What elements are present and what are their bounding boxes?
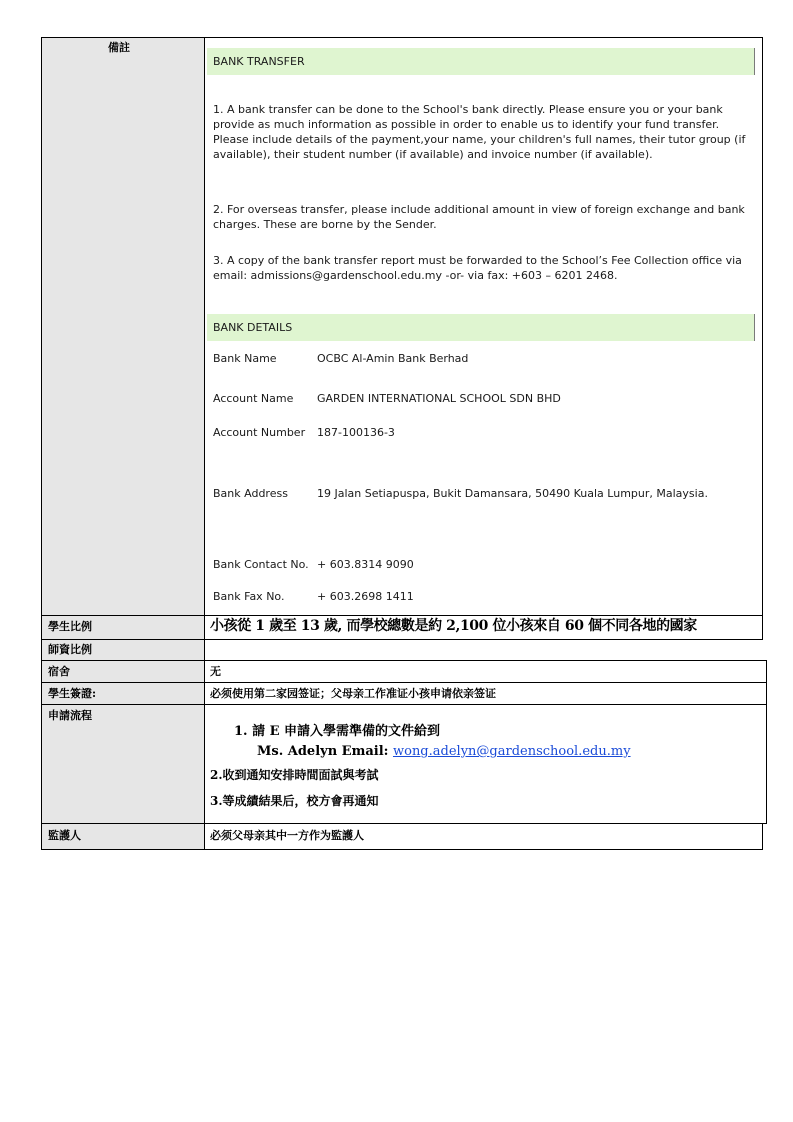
contact-prefix: Ms. Adelyn Email:	[257, 744, 389, 759]
remarks-label-cell	[41, 37, 204, 615]
bank-fax-key: Bank Fax No.	[213, 590, 285, 603]
dormitory-label: 宿舍	[48, 665, 70, 678]
student-visa-label: 學生簽證:	[48, 687, 97, 700]
table-border-right-upper	[762, 37, 763, 639]
bank-contact-key: Bank Contact No.	[213, 558, 309, 571]
row-divider	[41, 660, 767, 661]
dormitory-value: 无	[210, 665, 221, 678]
student-ratio-value: 小孩從 1 歲至 13 歲, 而學校總數是約 2,100 位小孩來自 60 個不同各地的國家	[210, 618, 697, 634]
row-divider	[41, 639, 763, 640]
bank-transfer-heading: BANK TRANSFER	[213, 55, 305, 68]
table-border-top	[41, 37, 763, 38]
application-step-2: 2.收到通知安排時間面試與考試	[210, 768, 379, 782]
bank-details-heading: BANK DETAILS	[213, 321, 293, 334]
bank-contact-value: + 603.8314 9090	[317, 558, 414, 571]
bank-name-key: Bank Name	[213, 352, 277, 365]
bank-transfer-header	[207, 48, 755, 75]
student-ratio-label: 學生比例	[48, 620, 92, 633]
account-number-value: 187-100136-3	[317, 426, 395, 439]
account-name-value: GARDEN INTERNATIONAL SCHOOL SDN BHD	[317, 392, 561, 405]
row-divider	[41, 704, 767, 705]
table-border-bottom	[41, 849, 763, 850]
bank-details-header	[207, 314, 755, 341]
bank-transfer-paragraph-1: 1. A bank transfer can be done to the School's bank directly. Please ensure you or your bank provide as much information as possible in order to enable us to identify your fund transfer. Please include details of the payment,your name, your children's full names, their tutor group (if available), their student number (if available) and invoice number (if available).	[213, 103, 746, 161]
bank-address-key: Bank Address	[213, 487, 288, 500]
bank-transfer-paragraph-2: 2. For overseas transfer, please include additional amount in view of foreign exchange and bank charges. These are borne by the Sender.	[213, 203, 745, 231]
student-visa-value: 必须使用第二家园签证；父母亲工作准证小孩申请依亲签证	[210, 687, 496, 700]
row-divider	[41, 823, 767, 824]
guardian-label: 監護人	[48, 829, 81, 842]
remarks-label: 備註	[108, 41, 130, 54]
contact-email-link[interactable]: wong.adelyn@gardenschool.edu.my	[392, 744, 631, 759]
application-process-label: 申請流程	[48, 709, 92, 722]
application-contact	[257, 743, 631, 760]
bank-address-value: 19 Jalan Setiapuspa, Bukit Damansara, 50490 Kuala Lumpur, Malaysia.	[317, 487, 708, 500]
account-name-key: Account Name	[213, 392, 294, 405]
table-border-left	[41, 37, 42, 850]
teacher-ratio-label: 師資比例	[48, 643, 92, 656]
row-divider	[41, 615, 763, 616]
table-border-right-middle	[766, 660, 767, 823]
bank-fax-value: + 603.2698 1411	[317, 590, 414, 603]
application-step-3: 3.等成績結果后，校方會再通知	[210, 794, 379, 808]
application-step-1: 1. 請 E 申請入學需準備的文件給到	[234, 724, 441, 739]
bank-name-value: OCBC Al-Amin Bank Berhad	[317, 352, 469, 365]
row-divider	[41, 682, 767, 683]
account-number-key: Account Number	[213, 426, 306, 439]
table-border-right-lower	[762, 823, 763, 850]
column-divider	[204, 37, 205, 850]
guardian-value: 必须父母亲其中一方作为監護人	[210, 829, 364, 842]
bank-transfer-paragraph-3: 3. A copy of the bank transfer report must be forwarded to the School’s Fee Collection office via email: admissions@gardenschool.edu.my -or- via fax: +603 – 6201 2468.	[213, 254, 742, 282]
